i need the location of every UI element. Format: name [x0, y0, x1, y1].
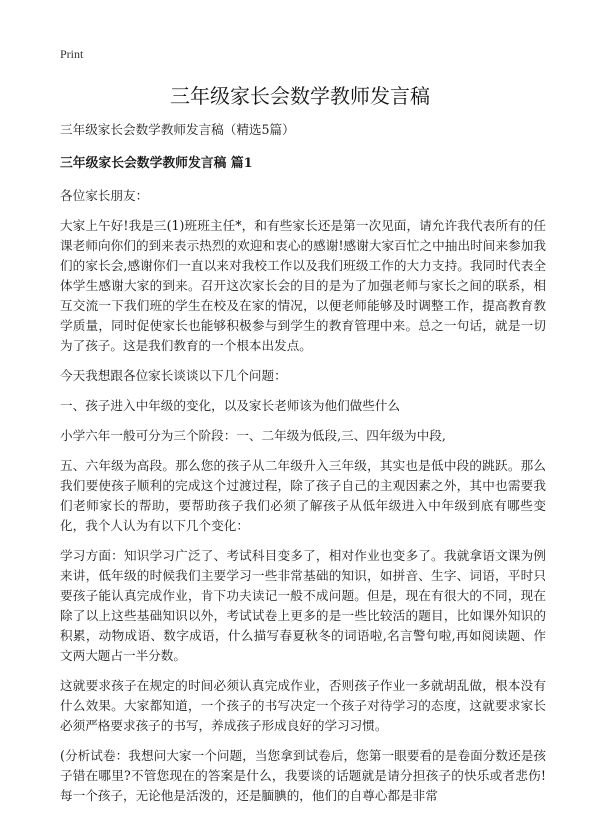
print-link[interactable]: Print — [60, 47, 84, 61]
paragraph: 这就要求孩子在规定的时间必须认真完成作业，否则孩子作业一多就胡乱做，根本没有什么效果。大家都知道，一个孩子的书写决定一个孩子对待学习的态度，这就要求家长必须严格要求孩子的书写，养成孩子形成良好的学习习惯。 — [60, 678, 546, 733]
paragraph: 大家上午好!我是三(1)班班主任*，和有些家长还是第一次见面，请允许我代表所有的任课老师向你们的到来表示热烈的欢迎和衷心的感谢!感谢大家百忙之中抽出时间来参加我们的家长会,感谢你们一直以来对我校工作以及我们班级工作的大力支持。我同时代表全体学生感谢大家的到来。召开这次家长会的目的是为了加强老师与家长之间的联系，相互交流一下我们班的学生在校及在家的情况，以便老师能够及时调整工作，提高教育教学质量，同时促使家长也能够积极参与到学生的教育管理中来。总之一句话，就是一切为了孩子。这是我们教育的一个根本出发点。 — [60, 218, 546, 353]
paragraph: 今天我想跟各位家长谈谈以下几个问题： — [60, 368, 287, 383]
paragraph: 一、孩子进入中年级的变化，以及家长老师该为他们做些什么 — [60, 398, 401, 413]
paragraph: 学习方面：知识学习广泛了、考试科目变多了，相对作业也变多了。我就拿语文课为例来讲，低年级的时候我们主要学习一些非常基础的知识，如拼音、生字、词语，平时只要孩子能认真完成作业，肯下功夫读记一般不成问题。但是，现在有很大的不同，现在除了以上这些基础知识以外，考试试卷上更多的是一些比较活的题目，比如课外知识的积累，动物成语、数字成语，什么描写春夏秋冬的词语啦,名言警句啦,再如阅读题、作文两大题占一半分数。 — [60, 548, 546, 663]
paragraph: 五、六年级为高段。那么您的孩子从二年级升入三年级，其实也是低中段的跳跃。那么我们要使孩子顺利的完成这个过渡过程，除了孩子自己的主观因素之外，其中也需要我们老师家长的帮助，要帮助孩子我们必须了解孩子从低年级进入中年级到底有哪些变化，我个人认为有以下几个变化： — [60, 458, 546, 533]
document-body — [60, 120, 546, 816]
document-title: 三年级家长会数学教师发言稿 — [170, 84, 430, 108]
paragraph: 各位家长朋友： — [60, 188, 149, 203]
document-subtitle: 三年级家长会数学教师发言稿（精选5篇） — [60, 122, 295, 137]
paragraph: 小学六年一般可分为三个阶段：一、二年级为低段,三、四年级为中段, — [60, 428, 446, 443]
section-heading: 三年级家长会数学教师发言稿 篇1 — [60, 156, 253, 171]
paragraph: (分析试卷：我想问大家一个问题，当您拿到试卷后，您第一眼要看的是卷面分数还是孩子错在哪里?不管您现在的答案是什么，我要谈的话题就是请分担孩子的快乐或者悲伤!每一个孩子，无论他是活泼的，还是腼腆的，他们的自尊心都是非常 — [60, 748, 546, 803]
